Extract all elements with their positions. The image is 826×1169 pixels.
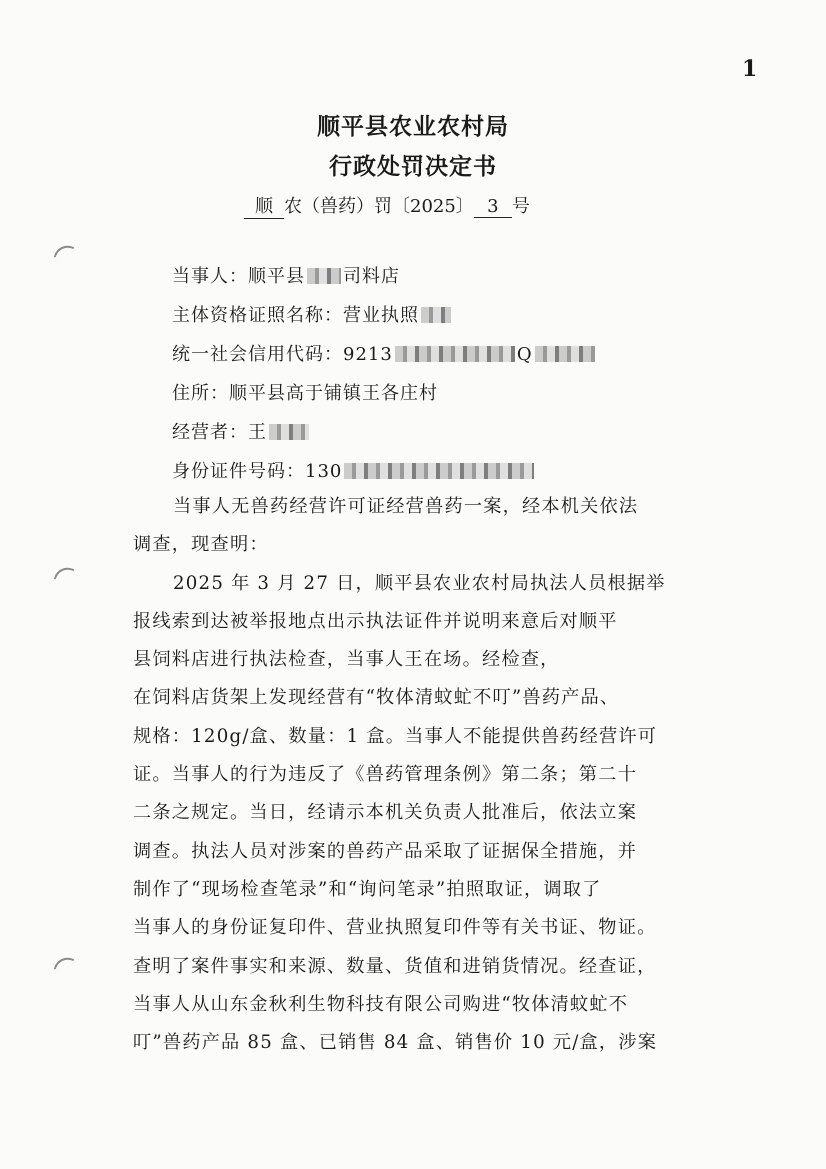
body-line: 报线索到达被举报地点出示执法证件并说明来意后对顺平 [133,610,618,632]
body-line: 调查，现查明： [133,534,269,556]
doc-number-serial: 3 [474,196,512,218]
address-row [172,379,438,405]
id-number-label: 身份证件号码： [172,461,305,482]
redaction-mark [421,307,451,323]
operator-visible: 王 [248,422,267,443]
body-line: 二条之规定。当日，经请示本机关负责人批准后，依法立案 [133,802,638,824]
address-prefix: 顺平县 [229,383,286,404]
doc-number-county: 顺 [244,192,284,219]
address-label: 住所： [172,383,229,404]
party-name-prefix: 顺平县 [248,266,305,287]
case-facts-body [133,488,718,1062]
redaction-mark [307,268,341,284]
license-row [172,301,453,327]
credit-code-tail: Q [516,344,533,365]
credit-code-label: 统一社会信用代码： [172,344,343,365]
punch-hole-mark [54,954,75,975]
license-value: 营业执照 [343,305,419,326]
body-line: 2025 年 3 月 27 日，顺平县农业农村局执法人员根据举 [173,572,666,594]
party-name-suffix: 司料店 [343,266,400,287]
credit-code-row [172,340,597,366]
body-line: 当事人的身份证复印件、营业执照复印件等有关书证、物证。 [133,917,657,939]
doc-number-prefix: 农（兽药）罚〔2025〕 [284,196,474,217]
agency-title: 顺平县农业农村局 [317,114,509,140]
body-line: 县饲料店进行执法检查，当事人王在场。经检查， [133,649,560,671]
operator-label: 经营者： [172,422,248,443]
credit-code-visible: 9213 [343,344,393,365]
redaction-mark [344,463,534,479]
body-line: 在饲料店货架上发现经营有“牧体清蚊虻不叮”兽药产品、 [133,687,620,709]
punch-hole-mark [54,564,75,585]
redaction-mark [395,346,515,362]
body-line: 证。当事人的行为违反了《兽药管理条例》第二条；第二十 [133,764,638,786]
body-line: 叮”兽药产品 85 盒、已销售 84 盒、销售价 10 元/盒，涉案 [133,1032,658,1054]
punch-hole-mark [54,242,75,263]
body-line: 当事人从山东金秋利生物科技有限公司购进“牧体清蚊虻不 [133,993,629,1015]
id-number-row [172,457,536,483]
redaction-mark [269,424,309,440]
address-suffix: 高于铺镇王各庄村 [286,383,438,404]
redaction-mark [535,346,595,362]
page-number: 1 [742,56,758,82]
body-line: 规格：120g/盒、数量：1 盒。当事人不能提供兽药经营许可 [133,725,658,747]
body-line: 制作了“现场检查笔录”和“询问笔录”拍照取证，调取了 [133,878,602,900]
operator-row [172,418,311,444]
party-name-label: 当事人： [172,266,248,287]
document-type-title: 行政处罚决定书 [329,154,497,180]
party-name-row [172,262,400,288]
body-line: 当事人无兽药经营许可证经营兽药一案，经本机关依法 [173,496,639,517]
body-line: 查明了案件事实和来源、数量、货值和进销货情况。经查证， [133,955,657,977]
body-line: 调查。执法人员对涉案的兽药产品采取了证据保全措施，并 [133,840,638,862]
id-number-visible: 130 [305,461,343,482]
document-number [244,192,530,219]
license-label: 主体资格证照名称： [172,305,343,326]
doc-number-suffix: 号 [511,196,530,217]
